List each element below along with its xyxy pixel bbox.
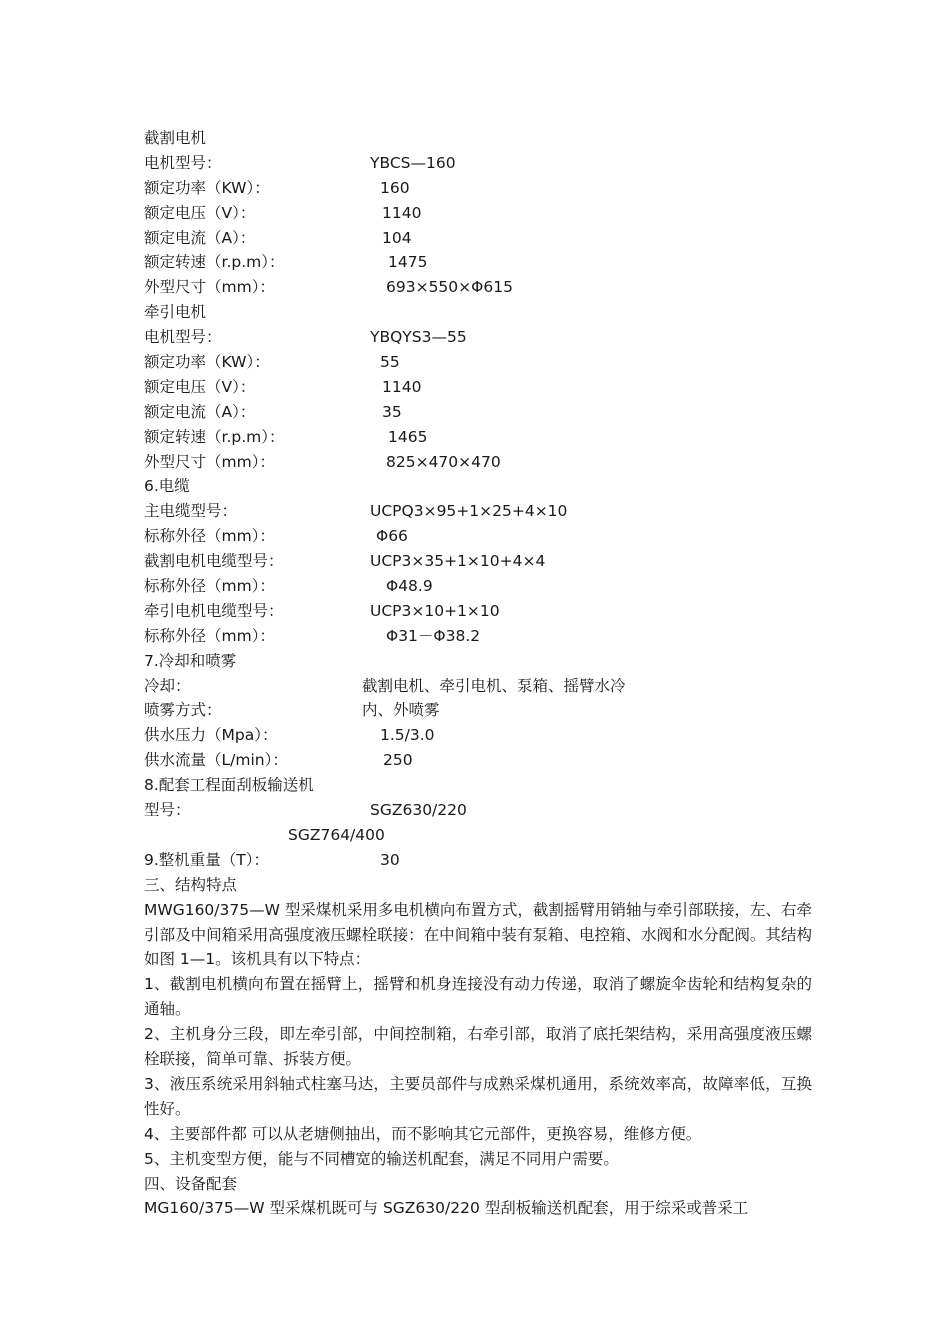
- spec-row: [144, 599, 812, 624]
- spec-value: YBCS—160: [370, 153, 456, 172]
- spec-row: [144, 151, 812, 176]
- spec-label: 额定电压（V）：: [144, 377, 256, 396]
- structure-intro: MWG160/375—W 型采煤机采用多电机横向布置方式，截割摇臂用销轴与牵引部联接，左、右牵引部及中间箱采用高强度液压螺栓联接：在中间箱中装有泵箱、电控箱、水阀和水分配阀。其结构如图 1—1。该机具有以下特点：: [144, 900, 812, 969]
- spec-label: 额定功率（KW）：: [144, 178, 270, 197]
- spec-label: 电机型号：: [144, 153, 222, 172]
- spec-row: [144, 549, 812, 574]
- document-body: [144, 126, 812, 1221]
- spec-label: 标称外径（mm）：: [144, 527, 275, 546]
- spec-value: 1140: [382, 377, 422, 396]
- spec-label: 供水流量（L/min）：: [144, 751, 288, 770]
- spec-value: 内、外喷雾: [362, 701, 440, 720]
- spec-row: [144, 425, 812, 450]
- spec-row: [144, 823, 812, 848]
- spec-value: Φ66: [376, 527, 408, 546]
- spec-value: Φ48.9: [386, 577, 433, 596]
- spec-label: 牵引电机电缆型号：: [144, 601, 284, 620]
- spec-row: [144, 698, 812, 723]
- spec-row: [144, 325, 812, 350]
- spec-row: [144, 450, 812, 475]
- conveyor-heading: 8.配套工程面刮板输送机: [144, 776, 314, 795]
- spec-row: [144, 176, 812, 201]
- spec-value: 30: [380, 850, 400, 869]
- spec-value: 1.5/3.0: [380, 726, 435, 745]
- structure-point: 3、液压系统采用斜轴式柱塞马达，主要员部件与成熟采煤机通用，系统效率高，故障率低，互换性好。: [144, 1074, 812, 1118]
- structure-point: 5、主机变型方便，能与不同槽宽的输送机配套，满足不同用户需要。: [144, 1149, 619, 1168]
- spec-label: 额定转速（r.p.m）：: [144, 427, 285, 446]
- spec-value: 截割电机、牵引电机、泵箱、摇臂水冷: [362, 676, 626, 695]
- spec-row: [144, 201, 812, 226]
- spec-row: [144, 748, 812, 773]
- spec-label: 9.整机重量（T）：: [144, 850, 270, 869]
- spec-row: [144, 723, 812, 748]
- cable-heading: 6.电缆: [144, 477, 190, 496]
- spec-value: 693×550×Φ615: [386, 278, 513, 297]
- spec-row: [144, 250, 812, 275]
- spec-value: SGZ764/400: [288, 825, 385, 844]
- spec-row: [144, 574, 812, 599]
- equipment-heading: 四、设备配套: [144, 1174, 238, 1193]
- spec-row: [144, 848, 812, 873]
- spec-value: 35: [382, 402, 402, 421]
- spec-row: [144, 624, 812, 649]
- cutting-motor-heading: 截割电机: [144, 129, 207, 147]
- spec-value: 250: [383, 751, 413, 770]
- traction-motor-heading: 牵引电机: [144, 303, 207, 322]
- spec-row: [144, 798, 812, 823]
- spec-label: 主电缆型号：: [144, 502, 238, 521]
- spec-label: 供水压力（Mpa）：: [144, 726, 278, 745]
- spec-value: Φ31－Φ38.2: [386, 626, 481, 645]
- equipment-text: MG160/375—W 型采煤机既可与 SGZ630/220 型刮板输送机配套，用于综采或普采工: [144, 1199, 749, 1218]
- spec-row: [144, 400, 812, 425]
- spec-label: 电机型号：: [144, 328, 222, 347]
- structure-point: 1、截割电机横向布置在摇臂上，摇臂和机身连接没有动力传递，取消了螺旋伞齿轮和结构复杂的通轴。: [144, 975, 812, 1019]
- spec-row: [144, 350, 812, 375]
- spec-value: 825×470×470: [386, 452, 501, 471]
- spec-value: 1465: [388, 427, 428, 446]
- spec-label: 额定电压（V）：: [144, 203, 256, 222]
- spec-row: [144, 275, 812, 300]
- spec-label: 额定电流（A）：: [144, 402, 256, 421]
- structure-point: 4、主要部件都 可以从老塘侧抽出，而不影响其它元部件，更换容易，维修方便。: [144, 1124, 702, 1143]
- spec-label: 喷雾方式：: [144, 701, 222, 720]
- spec-value: UCP3×35+1×10+4×4: [370, 552, 546, 571]
- spec-value: 104: [382, 228, 412, 247]
- spec-row: [144, 524, 812, 549]
- spec-label: 外型尺寸（mm）：: [144, 278, 275, 297]
- spec-row: [144, 375, 812, 400]
- spec-label: 标称外径（mm）：: [144, 626, 275, 645]
- spec-value: 160: [380, 178, 410, 197]
- spec-label: 截割电机电缆型号：: [144, 552, 284, 571]
- spec-value: 1140: [382, 203, 422, 222]
- spec-row: [144, 499, 812, 524]
- spec-row: [144, 226, 812, 251]
- spec-value: YBQYS3—55: [370, 328, 467, 347]
- spec-value: 55: [380, 353, 400, 372]
- spec-label: 外型尺寸（mm）：: [144, 452, 275, 471]
- spec-value: 1475: [388, 253, 428, 272]
- spec-label: 标称外径（mm）：: [144, 577, 275, 596]
- spec-value: SGZ630/220: [370, 801, 467, 820]
- spec-label: 额定转速（r.p.m）：: [144, 253, 285, 272]
- cooling-heading: 7.冷却和喷雾: [144, 651, 237, 670]
- spec-label: 冷却：: [144, 676, 191, 695]
- spec-value: UCPQ3×95+1×25+4×10: [370, 502, 568, 521]
- spec-label: 额定电流（A）：: [144, 228, 256, 247]
- spec-label: 型号：: [144, 801, 191, 820]
- structure-heading: 三、结构特点: [144, 875, 238, 894]
- spec-value: UCP3×10+1×10: [370, 601, 500, 620]
- spec-label: 额定功率（KW）：: [144, 353, 270, 372]
- spec-row: [144, 674, 812, 699]
- structure-point: 2、主机身分三段，即左牵引部，中间控制箱，右牵引部，取消了底托架结构，采用高强度液压螺栓联接，简单可靠、拆装方便。: [144, 1025, 812, 1069]
